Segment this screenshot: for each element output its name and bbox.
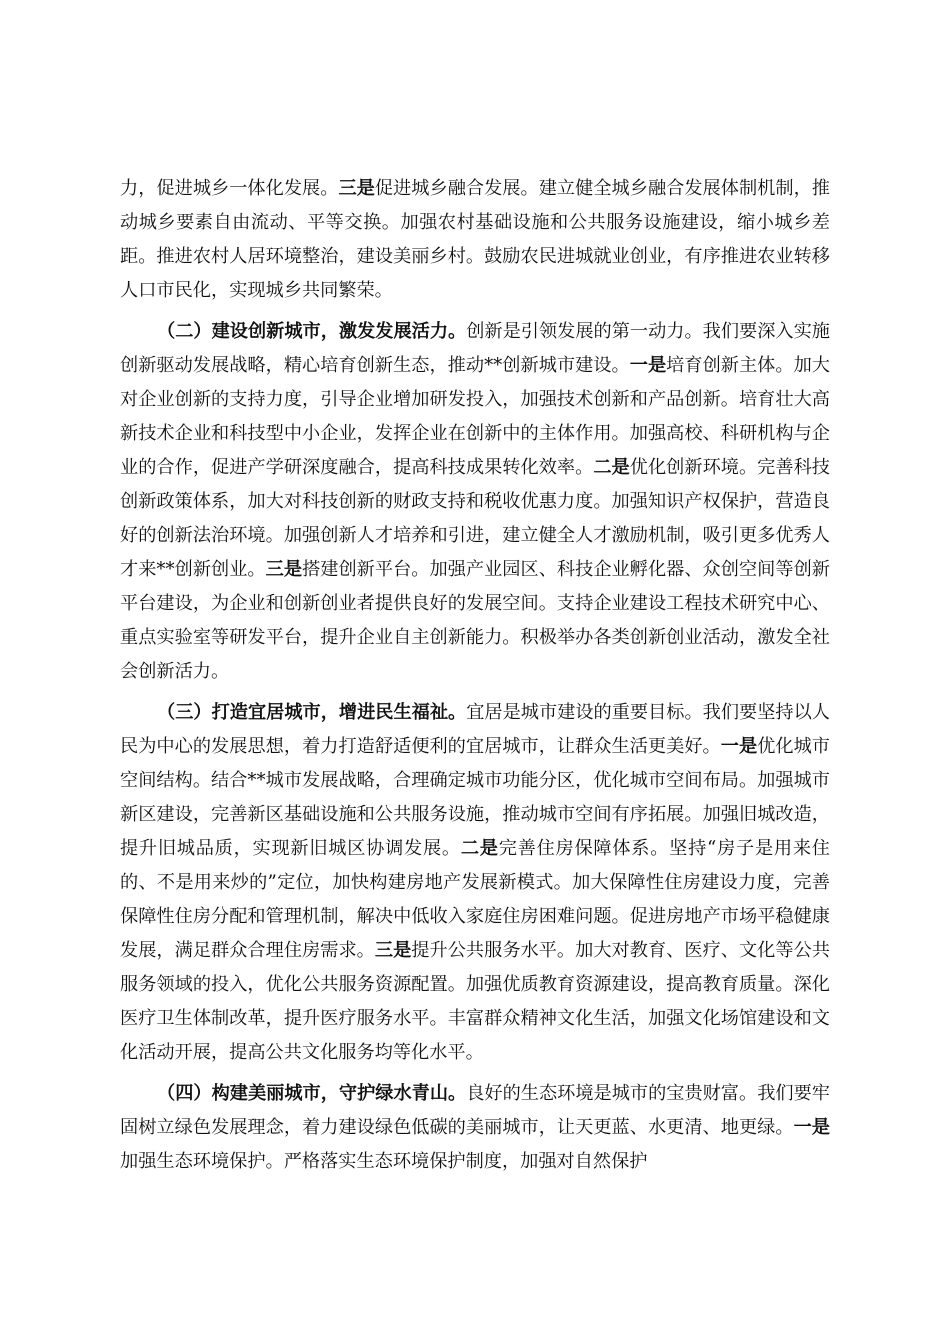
text-run: 促进城乡融合发展。建立健全城乡融合发展体制机制，推动城乡要素自由流动、平等交换。加强农村基础设施和公共服务设施建设，缩小城乡差距。推进农村人居环境整治，建设美丽乡村。鼓励农民进城就业创业，有序推进农业转移人口市民化，实现城乡共同繁荣。 — [120, 178, 830, 301]
text-run: 加强生态环境保护。严格落实生态环境保护制度，加强对自然保护 — [120, 1151, 648, 1172]
text-run: 优化创新环境。完善科技创新政策体系，加大对科技创新的财政支持和税收优惠力度。加强知识产权保护，营造良好的创新法治环境。加强创新人才培养和引进，建立健全人才激励机制，吸引更多优秀人才来**创新创业。 — [120, 457, 830, 580]
document-page — [120, 172, 830, 1186]
text-run: 优化城市空间结构。结合**城市发展战略，合理确定城市功能分区，优化城市空间布局。加强城市新区建设，完善新区基础设施和公共服务设施，推动城市空间有序拓展。加强旧城改造，提升旧城品质，实现新旧城区协调发展。 — [120, 736, 830, 859]
paragraph-urban-rural — [120, 172, 830, 308]
bold-run: 一是 — [629, 355, 667, 376]
bold-run: 三是 — [338, 178, 375, 199]
paragraph-beautiful-city — [120, 1077, 830, 1179]
section-heading: （二）建设创新城市，激发发展活力。 — [157, 321, 467, 342]
text-run: 提升公共服务水平。加大对教育、医疗、文化等公共服务领域的投入，优化公共服务资源配置。加强优质教育资源建设，提高教育质量。深化医疗卫生体制改革，提升医疗服务水平。丰富群众精神文化生活，加强文化场馆建设和文化活动开展，提高公共文化服务均等化水平。 — [120, 940, 830, 1063]
text-run: 完善住房保障体系。坚持“房子是用来住的、不是用来炒的”定位，加快构建房地产发展新模式。加大保障性住房建设力度，完善保障性住房分配和管理机制，解决中低收入家庭住房困难问题。促进房地产市场平稳健康发展，满足群众合理住房需求。 — [120, 838, 830, 961]
text-run: 力，促进城乡一体化发展。 — [120, 178, 339, 199]
text-run: 良好的生态环境是城市的宝贵财富。我们要牢固树立绿色发展理念，着力建设绿色低碳的美丽城市，让天更蓝、水更清、地更绿。 — [120, 1083, 830, 1138]
bold-run: 一是 — [720, 736, 758, 757]
bold-run: 三是 — [265, 559, 303, 580]
bold-run: 二是 — [460, 838, 499, 859]
paragraph-innovation-city — [120, 315, 830, 689]
section-heading: （三）打造宜居城市，增进民生福祉。 — [157, 702, 467, 723]
text-run: 搭建创新平台。加强产业园区、科技企业孵化器、众创空间等创新平台建设，为企业和创新创业者提供良好的发展空间。支持企业建设工程技术研究中心、重点实验室等研发平台，提升企业自主创新能力。积极举办各类创新创业活动，激发全社会创新活力。 — [120, 559, 830, 682]
text-run: 培育创新主体。加大对企业创新的支持力度，引导企业增加研发投入，加强技术创新和产品创新。培育壮大高新技术企业和科技型中小企业，发挥企业在创新中的主体作用。加强高校、科研机构与企业的合作，促进产学研深度融合，提高科技成果转化效率。 — [120, 355, 830, 478]
bold-run: 三是 — [374, 940, 412, 961]
bold-run: 二是 — [593, 457, 630, 478]
section-heading: （四）构建美丽城市，守护绿水青山。 — [157, 1083, 467, 1104]
bold-run: 一是 — [793, 1117, 830, 1138]
paragraph-livable-city — [120, 696, 830, 1070]
text-run: 宜居是城市建设的重要目标。我们要坚持以人民为中心的发展思想，着力打造舒适便利的宜居城市，让群众生活更美好。 — [120, 702, 830, 757]
text-run: 创新是引领发展的第一动力。我们要深入实施创新驱动发展战略，精心培育创新生态，推动**创新城市建设。 — [120, 321, 830, 376]
